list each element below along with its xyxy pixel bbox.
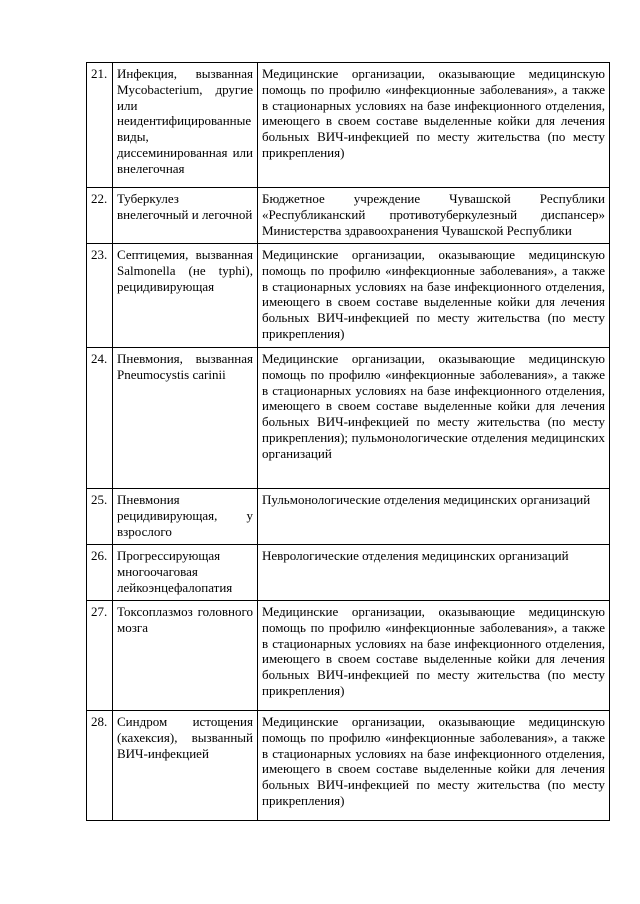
table-row: [87, 711, 610, 821]
row-number: 24.: [87, 348, 113, 489]
row-number: 28.: [87, 711, 113, 821]
row-number: 26.: [87, 545, 113, 601]
table-row: [87, 489, 610, 545]
row-number: 25.: [87, 489, 113, 545]
row-number: 27.: [87, 601, 113, 711]
row-number: 22.: [87, 188, 113, 244]
hiv-diseases-table: [86, 62, 610, 821]
disease-cell: Пневмония, вызванная Pneumocystis carinii: [113, 348, 258, 489]
table-row: [87, 545, 610, 601]
disease-cell: Синдром истощения (кахексия), вызванный ВИЧ-инфекцией: [113, 711, 258, 821]
organization-cell: Медицинские организации, оказывающие медицинскую помощь по профилю «инфекционные заболевания», а также в стационарных условиях на базе инфекционного отделения, имеющего в своем составе выделенные койки для лечения больных ВИЧ-инфекцией по месту жительства (по месту прикрепления): [258, 244, 610, 348]
organization-cell: Бюджетное учреждение Чувашской Республики «Республиканский противотуберкулезный диспансер» Министерства здравоохранения Чувашской Республики: [258, 188, 610, 244]
row-number: 21.: [87, 63, 113, 188]
table-row: [87, 348, 610, 489]
organization-cell: Медицинские организации, оказывающие медицинскую помощь по профилю «инфекционные заболевания», а также в стационарных условиях на базе инфекционного отделения, имеющего в своем составе выделенные койки для лечения больных ВИЧ-инфекцией по месту жительства (по месту прикрепления): [258, 63, 610, 188]
disease-cell: Прогрессирующая многоочаговая лейкоэнцефалопатия: [113, 545, 258, 601]
table-row: [87, 188, 610, 244]
organization-cell: Медицинские организации, оказывающие медицинскую помощь по профилю «инфекционные заболевания», а также в стационарных условиях на базе инфекционного отделения, имеющего в своем составе выделенные койки для лечения больных ВИЧ-инфекцией по месту жительства (по месту прикрепления): [258, 601, 610, 711]
disease-cell: Туберкулез внелегочный и легочной: [113, 188, 258, 244]
disease-cell: Пневмония рецидивирующая, у взрослого: [113, 489, 258, 545]
table-row: [87, 63, 610, 188]
table-row: [87, 244, 610, 348]
organization-cell: Медицинские организации, оказывающие медицинскую помощь по профилю «инфекционные заболевания», а также в стационарных условиях на базе инфекционного отделения, имеющего в своем составе выделенные койки для лечения больных ВИЧ-инфекцией по месту жительства (по месту прикрепления): [258, 711, 610, 821]
table-row: [87, 601, 610, 711]
organization-cell: Неврологические отделения медицинских организаций: [258, 545, 610, 601]
disease-cell: Инфекция, вызванная Mycobacterium, другие или неидентифицированные виды, диссеминированная или внелегочная: [113, 63, 258, 188]
row-number: 23.: [87, 244, 113, 348]
disease-cell: Токсоплазмоз головного мозга: [113, 601, 258, 711]
organization-cell: Медицинские организации, оказывающие медицинскую помощь по профилю «инфекционные заболевания», а также в стационарных условиях на базе инфекционного отделения, имеющего в своем составе выделенные койки для лечения больных ВИЧ-инфекцией по месту жительства (по месту прикрепления); пульмонологические отделения медицинских организаций: [258, 348, 610, 489]
organization-cell: Пульмонологические отделения медицинских организаций: [258, 489, 610, 545]
disease-cell: Септицемия, вызванная Salmonella (не typhi), рецидивирующая: [113, 244, 258, 348]
